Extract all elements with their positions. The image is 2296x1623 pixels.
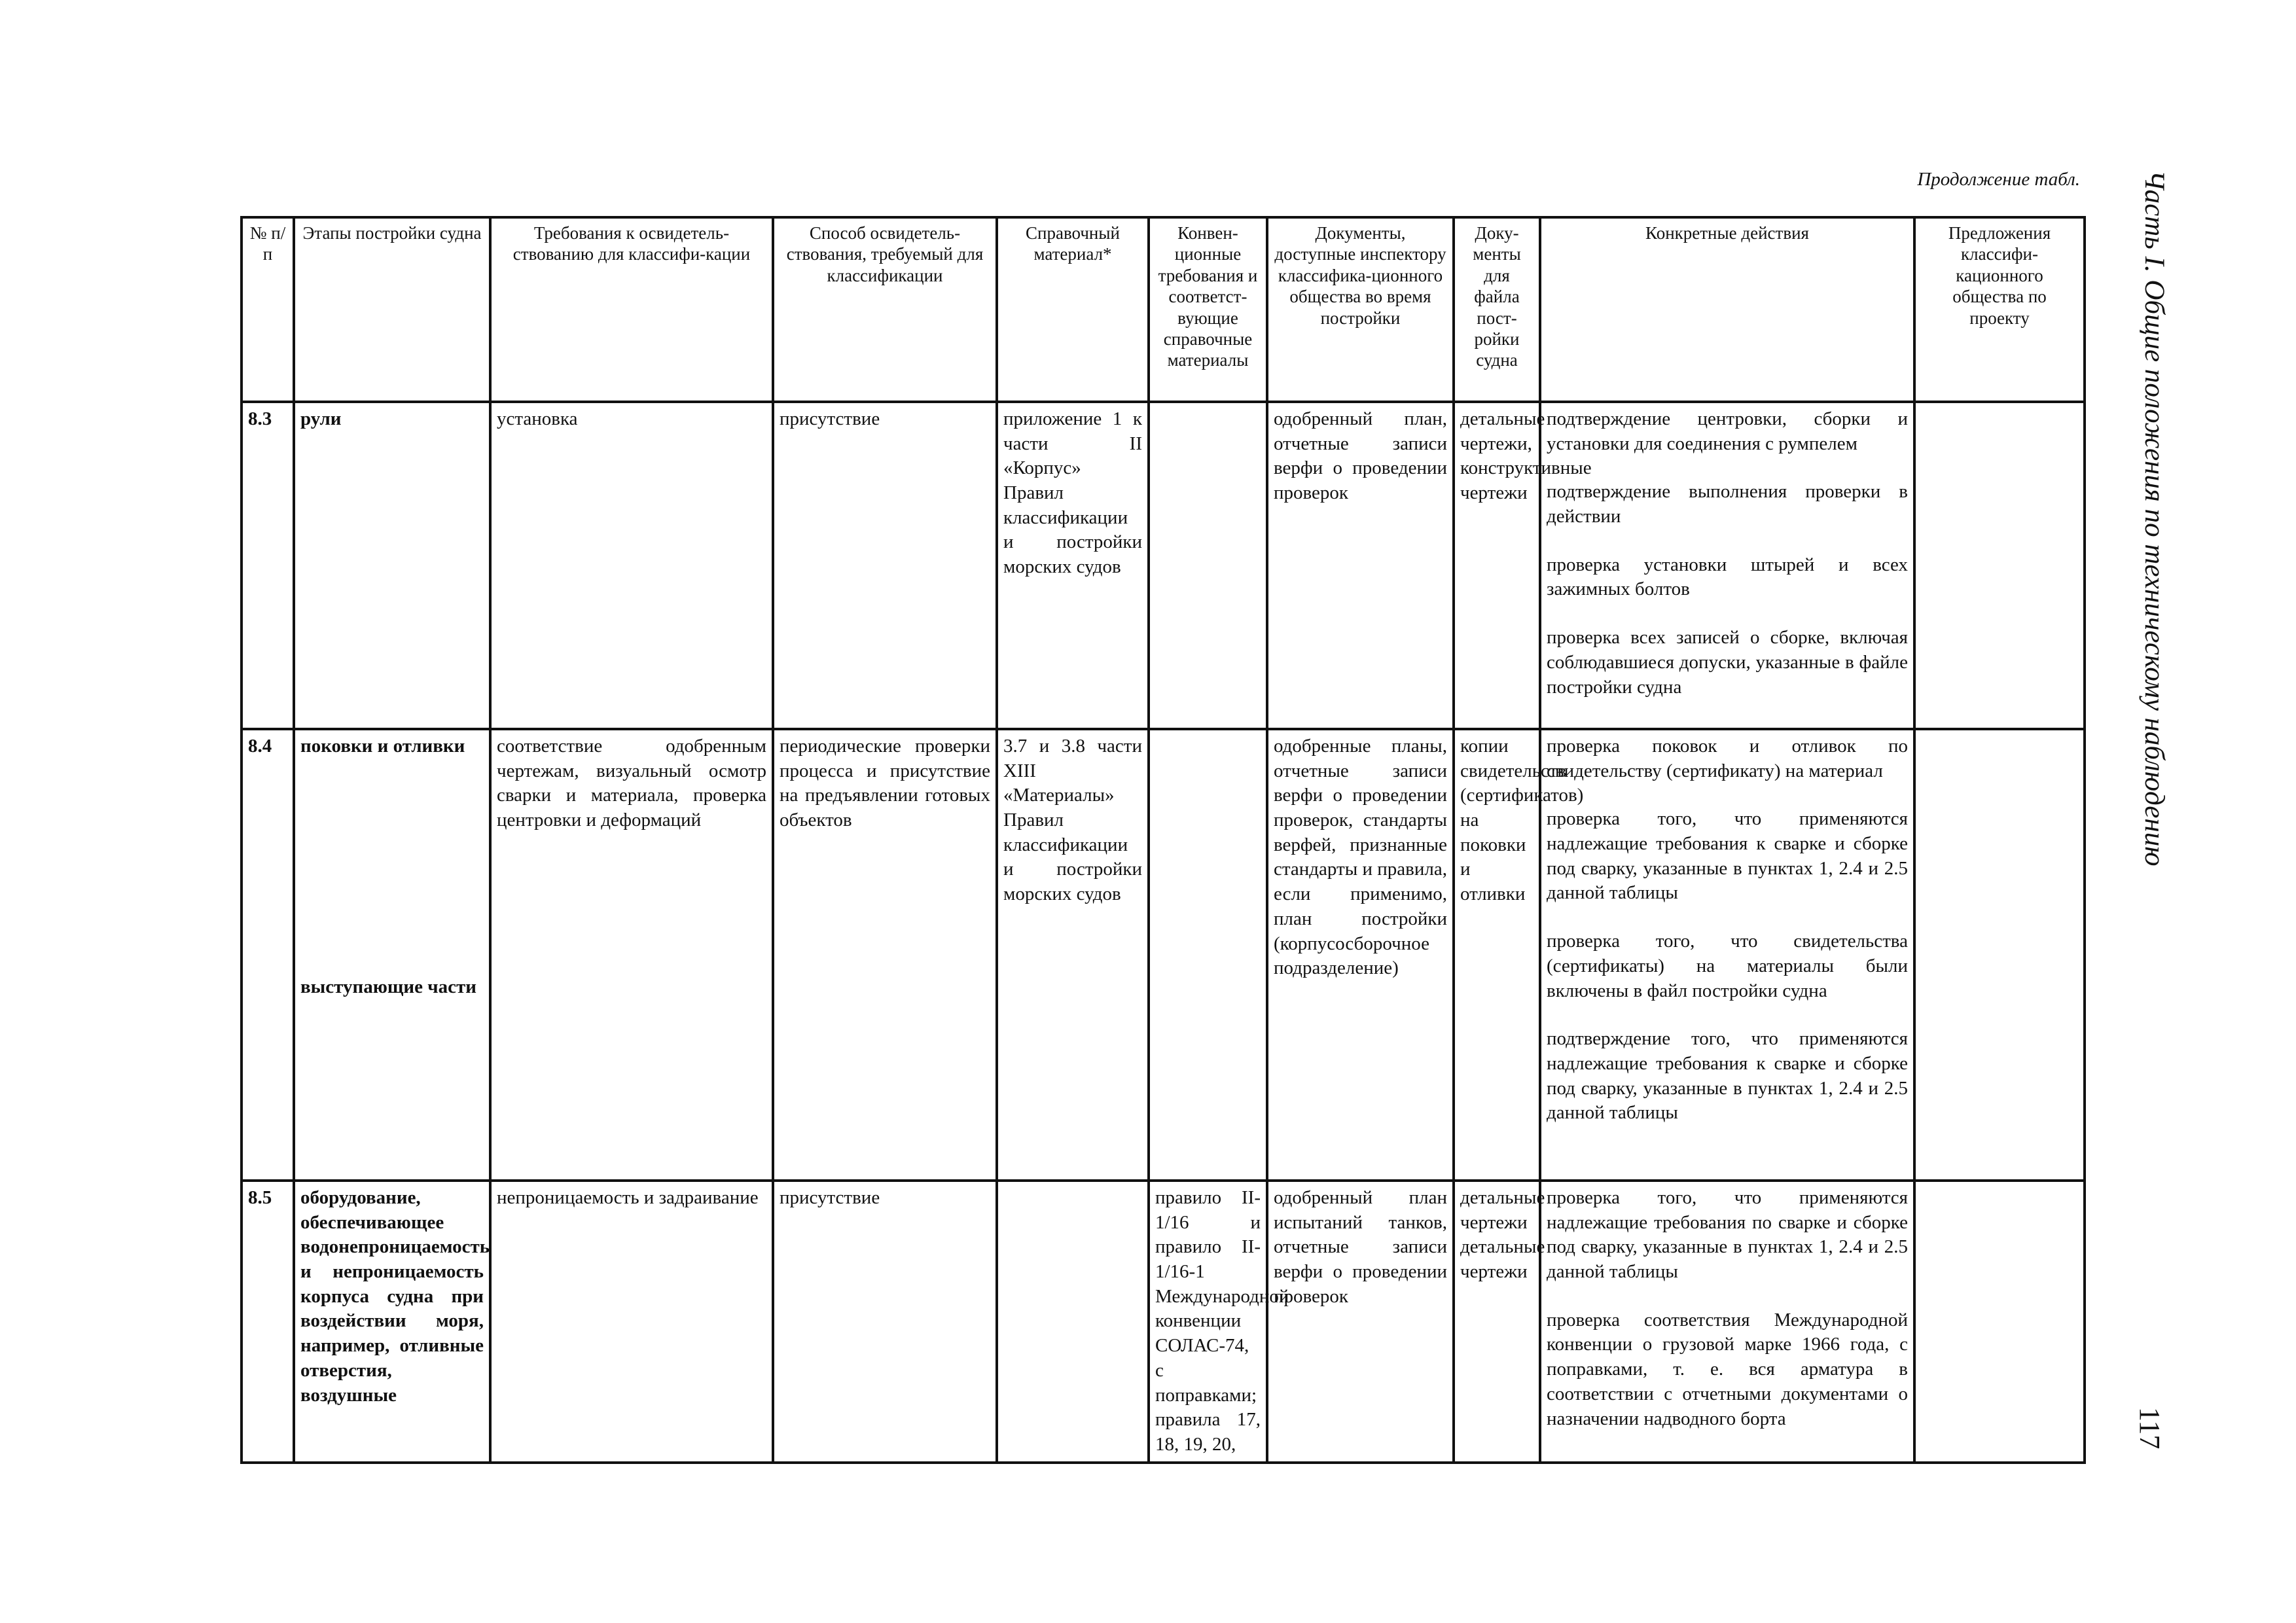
action-item: проверка поковок и отливок по свидетельству (сертификату) на материал: [1547, 736, 1908, 781]
row-requirements: установка: [490, 402, 773, 729]
action-item: проверка того, что применяются надлежащие требования по сварке и сборке под сварку, указанные в пунктах 1, 2.4 и 2.5 данной таблицы: [1547, 1187, 1908, 1283]
header-stage: Этапы постройки судна: [294, 217, 490, 402]
row-proposals: [1914, 729, 2085, 1181]
table-row: [242, 729, 2085, 1181]
header-actions: Конкретные действия: [1540, 217, 1914, 402]
row-conventions: [1149, 729, 1267, 1181]
row-number: 8.4: [242, 729, 294, 1181]
row-stage: рули: [294, 402, 490, 729]
row-reference: [997, 1181, 1149, 1463]
row-number: 8.3: [242, 402, 294, 729]
row-requirements: соответствие одобренным чертежам, визуальный осмотр сварки и материала, проверка центровки и деформаций: [490, 729, 773, 1181]
inspection-table: [240, 216, 2086, 1464]
row-reference: приложение 1 к части II «Корпус» Правил классификации и постройки морских судов: [997, 402, 1149, 729]
row-proposals: [1914, 1181, 2085, 1463]
row-stage-secondary: выступающие части: [300, 976, 476, 997]
action-item: проверка того, что применяются надлежащие требования к сварке и сборке под сварку, указанные в пунктах 1, 2.4 и 2.5 данной таблицы: [1547, 808, 1908, 904]
header-method: Способ освидетель-ствования, требуемый для классификации: [773, 217, 997, 402]
action-item: проверка всех записей о сборке, включая соблюдавшиеся допуски, указанные в файле постройки судна: [1547, 627, 1908, 698]
header-proposals: Предложения классифи-кационного общества по проекту: [1914, 217, 2085, 402]
running-title: Часть I. Общие положения по техническому наблюдению: [2139, 170, 2170, 866]
action-item: проверка установки штырей и всех зажимных болтов: [1547, 554, 1908, 600]
row-file-docs: копии свидетельств (сертификатов) на поковки и отливки: [1454, 729, 1540, 1181]
page-number: 117: [2134, 1407, 2166, 1450]
row-file-docs: детальные чертежи, конструктивные чертежи: [1454, 402, 1540, 729]
row-proposals: [1914, 402, 2085, 729]
row-reference: 3.7 и 3.8 части XIII «Материалы» Правил классификации и постройки морских судов: [997, 729, 1149, 1181]
action-item: проверка того, что свидетельства (сертификаты) на материалы были включены в файл постройки судна: [1547, 931, 1908, 1001]
row-method: присутствие: [773, 1181, 997, 1463]
row-requirements: непроницаемость и задраивание: [490, 1181, 773, 1463]
row-method: присутствие: [773, 402, 997, 729]
side-header: [2121, 170, 2193, 1453]
header-num: № п/п: [242, 217, 294, 402]
header-file-docs: Доку-менты для файла пост-ройки судна: [1454, 217, 1540, 402]
continuation-label: Продолжение табл.: [1917, 169, 2080, 190]
row-stage: оборудование, обеспечивающее водонепроницаемость и непроницаемость корпуса судна при воздействии моря, например, отливные отверстия, воздушные: [294, 1181, 490, 1463]
row-documents: одобренный план, отчетные записи верфи о проведении проверок: [1267, 402, 1454, 729]
header-row: [242, 217, 2085, 402]
table-row: [242, 1181, 2085, 1463]
row-stage-cell: [294, 729, 490, 1181]
row-number: 8.5: [242, 1181, 294, 1463]
row-conventions: [1149, 402, 1267, 729]
row-method: периодические проверки процесса и присутствие на предъявлении готовых объектов: [773, 729, 997, 1181]
row-actions: [1540, 729, 1914, 1181]
header-reference: Справочный материал*: [997, 217, 1149, 402]
row-documents: одобренные планы, отчетные записи верфи о проведении проверок, стандарты верфей, признанные стандарты и правила, если применимо, план постройки (корпусосборочное подразделение): [1267, 729, 1454, 1181]
action-item: подтверждение того, что применяются надлежащие требования к сварке и сборке под сварку, указанные в пунктах 1, 2.4 и 2.5 данной таблицы: [1547, 1028, 1908, 1124]
action-item: проверка соответствия Международной конвенции о грузовой марке 1966 года, с поправками, т. е. вся арматура в соответствии с отчетными документами о назначении надводного борта: [1547, 1309, 1908, 1429]
row-conventions: правило II-1/16 и правило II-1/16-1 Международной конвенции СОЛАС-74, с поправками; правила 17, 18, 19, 20,: [1149, 1181, 1267, 1463]
action-item: подтверждение выполнения проверки в действии: [1547, 481, 1908, 527]
header-documents: Документы, доступные инспектору классифика-ционного общества во время постройки: [1267, 217, 1454, 402]
row-actions: [1540, 402, 1914, 729]
header-requirements: Требования к освидетель-ствованию для классифи-кации: [490, 217, 773, 402]
header-conventions: Конвен-ционные требования и соответст-вующие справочные материалы: [1149, 217, 1267, 402]
row-file-docs: детальные чертежи детальные чертежи: [1454, 1181, 1540, 1463]
row-documents: одобренный план испытаний танков, отчетные записи верфи о проведении проверок: [1267, 1181, 1454, 1463]
table-row: [242, 402, 2085, 729]
action-item: подтверждение центровки, сборки и установки для соединения с румпелем: [1547, 408, 1908, 454]
row-stage: поковки и отливки: [300, 736, 465, 757]
row-actions: [1540, 1181, 1914, 1463]
